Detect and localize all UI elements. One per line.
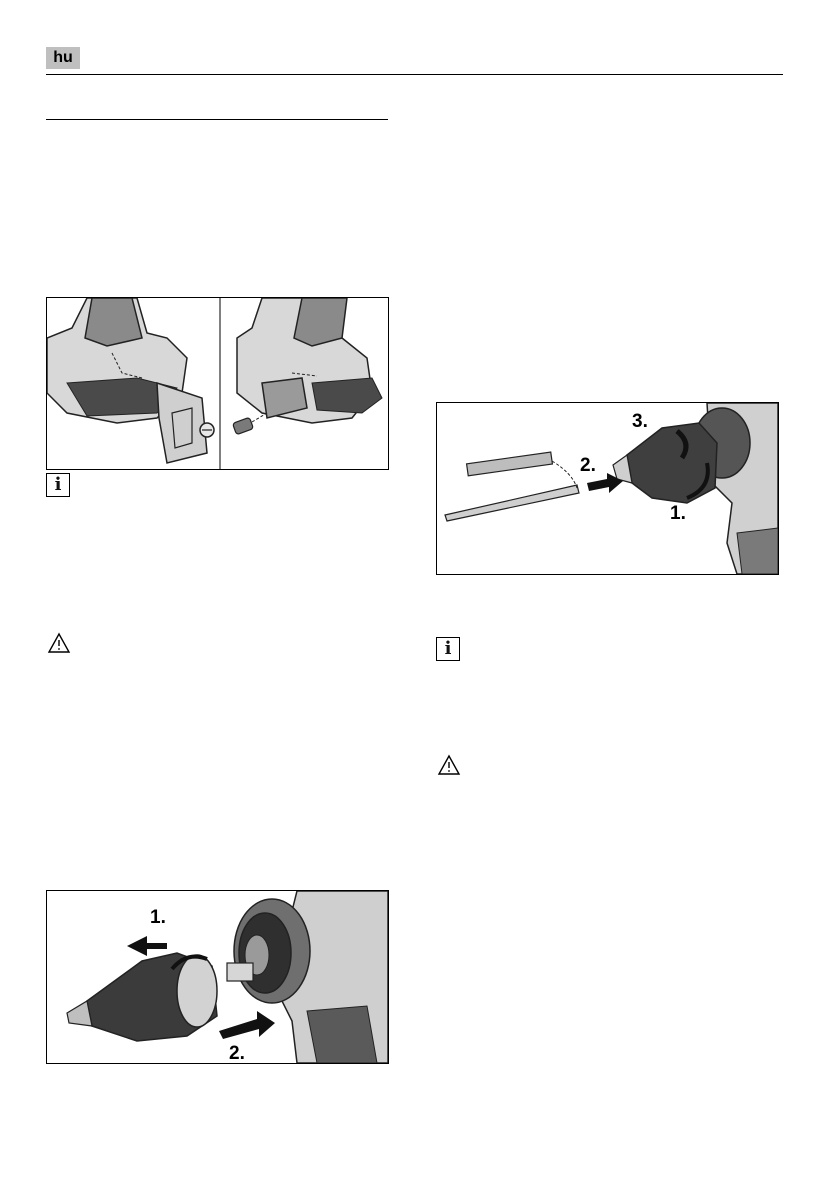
warning-triangle-icon — [47, 632, 71, 654]
bit-insert-step3: 3. — [632, 411, 648, 432]
warning-triangle-icon — [437, 754, 461, 776]
chuck-remove-step1: 1. — [150, 907, 166, 928]
section-rule — [46, 119, 388, 120]
chuck-removal-figure — [46, 890, 389, 1064]
chuck-remove-step2: 2. — [229, 1043, 245, 1063]
tool-base-right — [232, 298, 382, 435]
bit-insert-step1: 1. — [670, 503, 686, 524]
info-icon: i — [46, 473, 70, 497]
language-badge: hu — [46, 47, 80, 69]
header-rule — [46, 74, 783, 75]
bit-insert-step2: 2. — [580, 455, 596, 476]
belt-clip-figure — [46, 297, 389, 470]
info-icon: i — [436, 637, 460, 661]
tool-base-left — [47, 298, 214, 463]
bit-insert-figure — [436, 402, 779, 575]
